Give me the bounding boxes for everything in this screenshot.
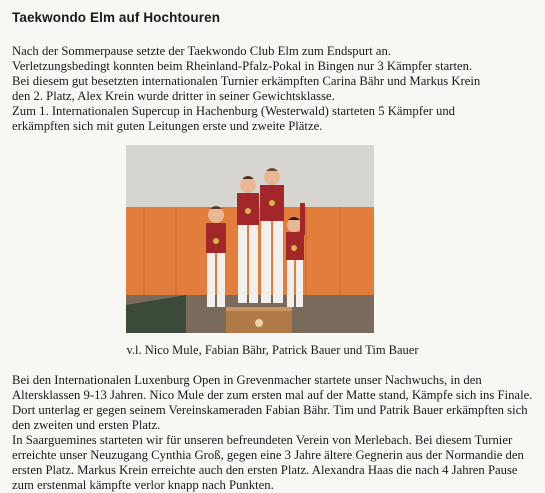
body-line: Altersklassen 9-13 Jahren. Nico Mule der zum ersten mal auf der Matte stand, Kämpfe sich ins Finale.	[12, 388, 533, 402]
intro-line: Zum 1. Internationalen Supercup in Hachenburg (Westerwald) starteten 5 Kämpfer und	[12, 104, 456, 118]
body-line: Bei den Internationalen Luxenburg Open in Grevenmacher startete unser Nachwuchs, in den	[12, 373, 482, 387]
team-photo-illustration	[126, 145, 374, 333]
body-paragraph	[12, 373, 538, 493]
intro-line: erkämpften sich mit guten Leitungen erste und zweite Plätze.	[12, 119, 323, 133]
body-line: ersten Platz. Markus Krein erreichte auch den ersten Platz. Alexandra Haas die nach 4 Jahren Pause	[12, 463, 518, 477]
team-photo	[126, 145, 374, 333]
body-line: In Saarguemines starteten wir für unseren befreundeten Verein von Merlebach. Bei diesem Turnier	[12, 433, 513, 447]
body-line: erreichte unser Neuzugang Cynthia Groß, gegen eine 3 Jahre ältere Gegnerin aus der Normandie den	[12, 448, 524, 462]
article-headline: Taekwondo Elm auf Hochtouren	[12, 10, 221, 25]
body-line: Dort unterlag er gegen seinem Vereinskameraden Fabian Bähr. Tim und Patrik Bauer erkämpften sich	[12, 403, 528, 417]
intro-line: Nach der Sommerpause setzte der Taekwondo Club Elm zum Endspurt an.	[12, 44, 392, 58]
intro-line: den 2. Platz, Alex Krein wurde dritter in seiner Gewichtsklasse.	[12, 89, 335, 103]
body-line: zum erstenmal kämpfte verlor knapp nach Punkten.	[12, 478, 274, 492]
intro-line: Verletzungsbedingt konnten beim Rheinland-Pfalz-Pokal in Bingen nur 3 Kämpfer starten.	[12, 59, 473, 73]
intro-paragraph	[12, 44, 538, 134]
body-line: den zweiten und ersten Platz.	[12, 418, 161, 432]
intro-line: Bei diesem gut besetzten internationalen Turnier erkämpften Carina Bähr und Markus Krein	[12, 74, 481, 88]
photo-caption: v.l. Nico Mule, Fabian Bähr, Patrick Bauer und Tim Bauer	[126, 343, 419, 357]
